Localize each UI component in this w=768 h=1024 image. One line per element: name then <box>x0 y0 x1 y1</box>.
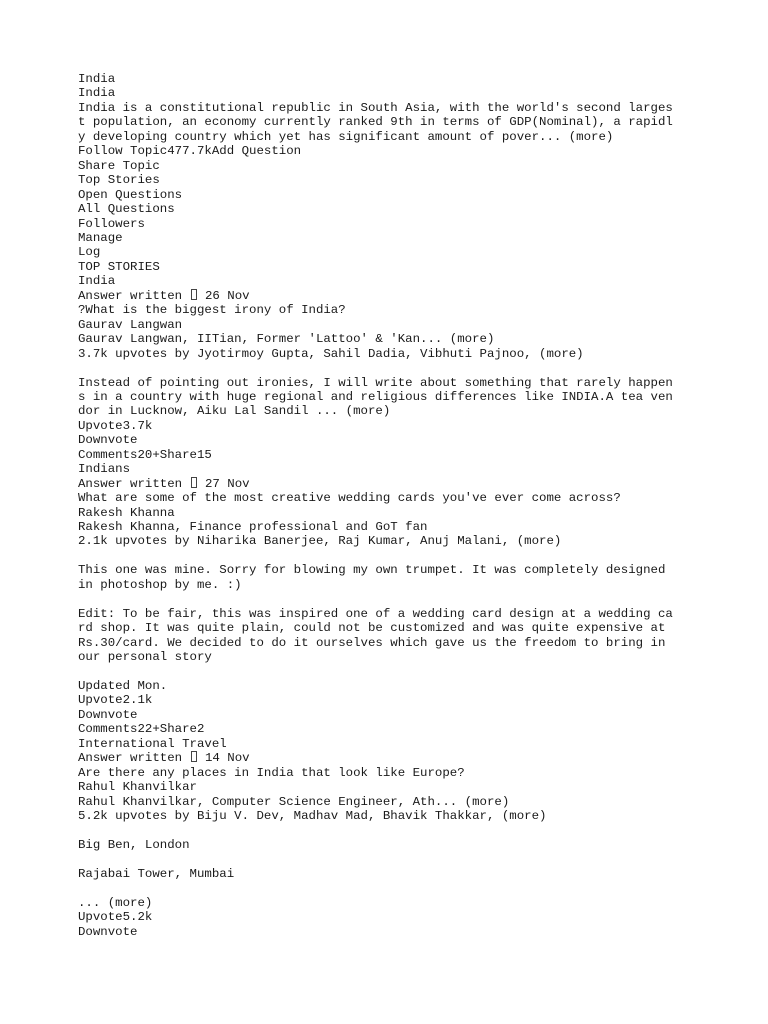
answer-date: 26 Nov <box>204 288 250 303</box>
comments-share-links[interactable]: Comments22+Share2 <box>78 722 205 737</box>
missing-glyph-box-icon <box>191 477 197 488</box>
answer-date: 27 Nov <box>204 476 250 491</box>
question-link[interactable]: Are there any places in India that look like Europe? <box>78 765 465 780</box>
nav-all-questions[interactable]: All Questions <box>78 202 175 217</box>
question-link[interactable]: ?What is the biggest irony of India? <box>78 303 346 318</box>
answer-date: 14 Nov <box>204 751 250 766</box>
paragraph-gap <box>78 592 698 606</box>
upvote-button[interactable]: Upvote3.7k <box>78 418 153 433</box>
answer-written-label: Answer written <box>78 751 183 766</box>
comments-share-links[interactable]: Comments20+Share15 <box>78 447 212 462</box>
paragraph-gap <box>78 665 698 679</box>
topic-description-line[interactable]: y developing country which yet has significant amount of pover... (more) <box>78 129 614 144</box>
author-name[interactable]: Rakesh Khanna <box>78 505 175 520</box>
author-credential[interactable]: Rahul Khanvilkar, Computer Science Engineer, Ath... (more) <box>78 794 510 809</box>
paragraph-gap <box>78 881 698 895</box>
author-name[interactable]: Gaurav Langwan <box>78 317 183 332</box>
answer-meta <box>78 751 698 765</box>
topic-nav <box>78 173 698 260</box>
answer-paragraph <box>78 838 698 852</box>
upvoters-line[interactable]: 3.7k upvotes by Jyotirmoy Gupta, Sahil Dadia, Vibhuti Pajnoo, (more) <box>78 346 584 361</box>
author-credential[interactable]: Gaurav Langwan, IITian, Former 'Lattoo' & 'Kan... (more) <box>78 332 495 347</box>
downvote-button[interactable]: Downvote <box>78 707 138 722</box>
answer-paragraph <box>78 896 698 910</box>
story-topic-link[interactable]: India <box>78 274 116 289</box>
downvote-button[interactable]: Downvote <box>78 433 138 448</box>
paragraph-gap <box>78 852 698 866</box>
nav-followers[interactable]: Followers <box>78 216 145 231</box>
answer-text-line: Big Ben, London <box>78 837 190 852</box>
share-topic-link[interactable]: Share Topic <box>78 158 160 173</box>
upvote-button[interactable]: Upvote5.2k <box>78 910 153 925</box>
section-heading: TOP STORIES <box>78 259 160 274</box>
topic-breadcrumb[interactable]: India <box>78 72 116 86</box>
author-credential[interactable]: Rakesh Khanna, Finance professional and GoT fan <box>78 520 428 535</box>
answer-text-line: This one was mine. Sorry for blowing my own trumpet. It was completely designed <box>78 563 666 578</box>
answer-text-line: s in a country with huge regional and religious differences like INDIA.A tea ven <box>78 389 673 404</box>
answer-text-line: Rs.30/card. We decided to do it ourselves which gave us the freedom to bring in <box>78 635 666 650</box>
story-item <box>78 737 698 939</box>
updated-label: Updated Mon. <box>78 678 168 693</box>
upvoters-line[interactable]: 5.2k upvotes by Biju V. Dev, Madhav Mad, Bhavik Thakkar, (more) <box>78 809 547 824</box>
story-topic-link[interactable]: International Travel <box>78 736 227 751</box>
answer-paragraph <box>78 563 698 592</box>
paragraph-gap <box>78 549 698 563</box>
answer-text-line: in photoshop by me. :) <box>78 577 242 592</box>
paragraph-gap <box>78 824 698 838</box>
answer-text-line: rd shop. It was quite plain, could not be customized and was quite expensive at <box>78 621 666 636</box>
story-item <box>78 274 698 462</box>
answer-paragraph <box>78 867 698 881</box>
answer-text-line: our personal story <box>78 650 212 665</box>
answer-written-label: Answer written <box>78 476 183 491</box>
answer-paragraph <box>78 607 698 665</box>
answer-text-line: dor in Lucknow, Aiku Lal Sandil ... (more) <box>78 404 391 419</box>
answer-paragraph <box>78 376 698 419</box>
answer-meta <box>78 289 698 303</box>
upvote-button[interactable]: Upvote2.1k <box>78 693 153 708</box>
answer-text-line: ... (more) <box>78 895 153 910</box>
nav-manage[interactable]: Manage <box>78 230 123 245</box>
topic-title: India <box>78 86 116 101</box>
missing-glyph-box-icon <box>191 751 197 762</box>
missing-glyph-box-icon <box>191 289 197 300</box>
answer-text-line: Instead of pointing out ironies, I will write about something that rarely happen <box>78 375 673 390</box>
story-topic-link[interactable]: Indians <box>78 462 131 477</box>
topic-actions[interactable]: Follow Topic477.7kAdd Question <box>78 144 302 159</box>
nav-open-questions[interactable]: Open Questions <box>78 187 183 202</box>
answer-text-line: Edit: To be fair, this was inspired one of a wedding card design at a wedding ca <box>78 606 673 621</box>
topic-description-line: India is a constitutional republic in South Asia, with the world's second larges <box>78 100 673 115</box>
answer-written-label: Answer written <box>78 288 183 303</box>
author-name[interactable]: Rahul Khanvilkar <box>78 780 197 795</box>
answer-text-line: Rajabai Tower, Mumbai <box>78 866 235 881</box>
question-link[interactable]: What are some of the most creative wedding cards you've ever come across? <box>78 491 621 506</box>
upvoters-line[interactable]: 2.1k upvotes by Niharika Banerjee, Raj Kumar, Anuj Malani, (more) <box>78 534 562 549</box>
page-content <box>78 72 698 939</box>
paragraph-gap <box>78 361 698 375</box>
nav-log[interactable]: Log <box>78 245 101 260</box>
downvote-button[interactable]: Downvote <box>78 924 138 939</box>
story-feed <box>78 274 698 939</box>
story-item <box>78 462 698 737</box>
topic-description <box>78 101 698 144</box>
topic-description-line: t population, an economy currently ranked 9th in terms of GDP(Nominal), a rapidl <box>78 115 673 130</box>
answer-meta <box>78 477 698 491</box>
nav-top-stories[interactable]: Top Stories <box>78 173 160 188</box>
